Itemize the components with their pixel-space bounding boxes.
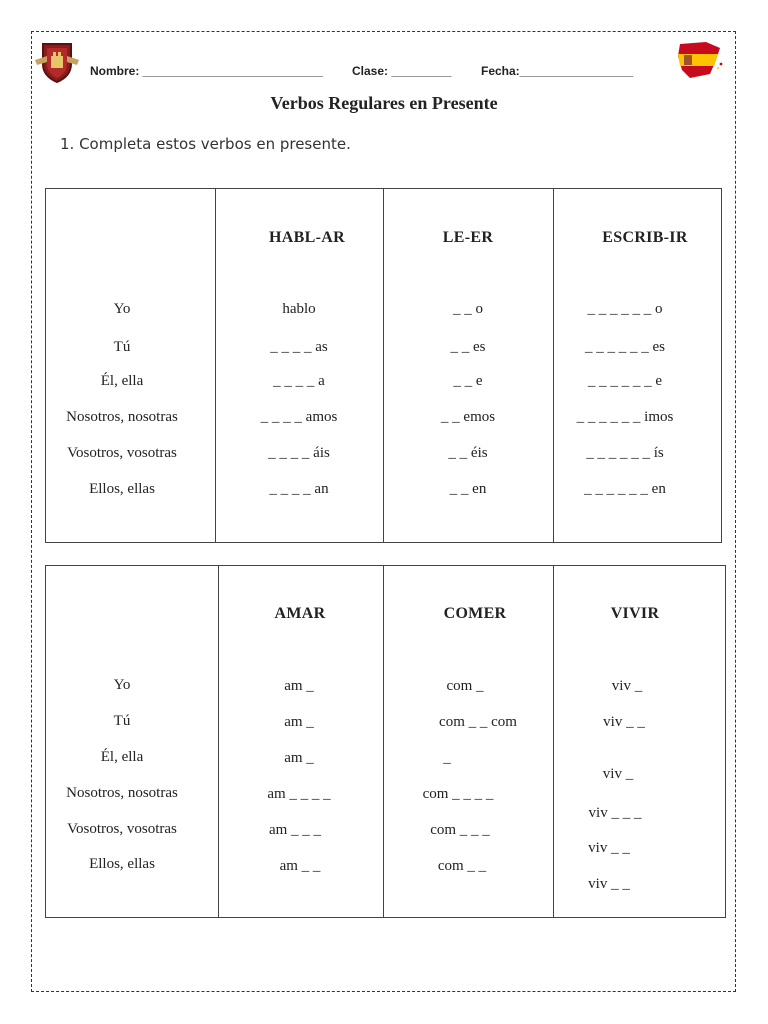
conjugation-cell: viv _ <box>602 766 634 782</box>
conjugation-cell: _ _ _ _ a <box>273 373 325 389</box>
pronoun-label: Tú <box>113 713 131 729</box>
conjugation-cell: _ <box>443 750 451 766</box>
conjugation-cell: _ _ _ _ _ _ e <box>587 373 663 389</box>
clase-field[interactable]: Clase: _________ <box>352 64 452 78</box>
conjugation-cell: _ _ éis <box>448 445 488 461</box>
conjugation-cell: com _ _ _ <box>430 822 490 838</box>
column-divider <box>218 566 219 917</box>
page-title: Verbos Regulares en Presente <box>270 93 498 113</box>
conjugation-cell: _ _ _ _ an <box>269 481 329 497</box>
conjugation-cell: _ _ en <box>449 481 487 497</box>
conjugation-cell: am _ _ _ _ <box>267 786 331 802</box>
column-header: COMER <box>443 605 507 622</box>
conjugation-cell: com _ _ com <box>439 714 517 730</box>
pronoun-label: Nosotros, nosotras <box>66 785 178 801</box>
instruction-text: 1. Completa estos verbos en presente. <box>60 135 351 153</box>
conjugation-cell: viv _ _ _ <box>588 805 642 821</box>
conjugation-cell: _ _ _ _ _ _ imos <box>576 409 674 425</box>
conjugation-cell: _ _ e <box>453 373 483 389</box>
column-header: VIVIR <box>610 605 660 622</box>
conjugation-cell: com _ _ _ _ <box>422 786 494 802</box>
pronoun-label: Nosotros, nosotras <box>66 409 178 425</box>
column-header: HABL-AR <box>269 229 345 246</box>
conjugation-cell: _ _ _ _ amos <box>260 409 338 425</box>
pronoun-label: Ellos, ellas <box>89 856 155 872</box>
conjugation-cell: am _ _ _ <box>268 822 322 838</box>
conjugation-cell: _ _ _ _ áis <box>268 445 330 461</box>
column-divider <box>215 189 216 542</box>
spain-flag-map-icon <box>676 40 724 80</box>
conjugation-cell: viv _ <box>611 678 643 694</box>
column-header: LE-ER <box>442 229 494 246</box>
conjugation-cell: viv _ _ <box>588 876 630 892</box>
conjugation-cell: _ _ _ _ as <box>270 339 328 355</box>
column-header: ESCRIB-IR <box>602 229 688 246</box>
pronoun-label: Vosotros, vosotras <box>67 821 177 837</box>
conjugation-cell: com _ <box>446 678 484 694</box>
pronoun-label: Yo <box>113 301 131 317</box>
column-header: AMAR <box>274 605 326 622</box>
conjugation-cell: _ _ es <box>450 339 486 355</box>
column-divider <box>553 566 554 917</box>
pronoun-label: Él, ella <box>100 749 144 765</box>
conjugation-cell: am _ <box>284 714 314 730</box>
conjugation-cell: _ _ _ _ _ _ ís <box>586 445 664 461</box>
conjugation-cell: _ _ _ _ _ _ en <box>584 481 666 497</box>
conjugation-cell: com _ _ <box>437 858 487 874</box>
conjugation-cell: hablo <box>282 301 316 317</box>
conjugation-cell: _ _ _ _ _ _ es <box>585 339 665 355</box>
conjugation-cell: _ _ _ _ _ _ o <box>587 301 663 317</box>
column-divider <box>553 189 554 542</box>
conjugation-cell: viv _ _ <box>603 714 645 730</box>
school-crest-logo <box>33 38 81 84</box>
conjugation-cell: _ _ o <box>453 301 483 317</box>
pronoun-label: Ellos, ellas <box>89 481 155 497</box>
conjugation-cell: am _ <box>284 678 314 694</box>
nombre-field[interactable]: Nombre: ___________________________ <box>90 64 323 78</box>
conjugation-cell: _ _ emos <box>440 409 496 425</box>
pronoun-label: Yo <box>113 677 131 693</box>
pronoun-label: Tú <box>113 339 131 355</box>
fecha-field[interactable]: Fecha:_________________ <box>481 64 634 78</box>
conjugation-cell: viv _ _ <box>588 840 630 856</box>
column-divider <box>383 566 384 917</box>
conjugation-cell: am _ _ <box>279 858 321 874</box>
pronoun-label: Él, ella <box>100 373 144 389</box>
conjugation-cell: am _ <box>284 750 314 766</box>
pronoun-label: Vosotros, vosotras <box>67 445 177 461</box>
column-divider <box>383 189 384 542</box>
